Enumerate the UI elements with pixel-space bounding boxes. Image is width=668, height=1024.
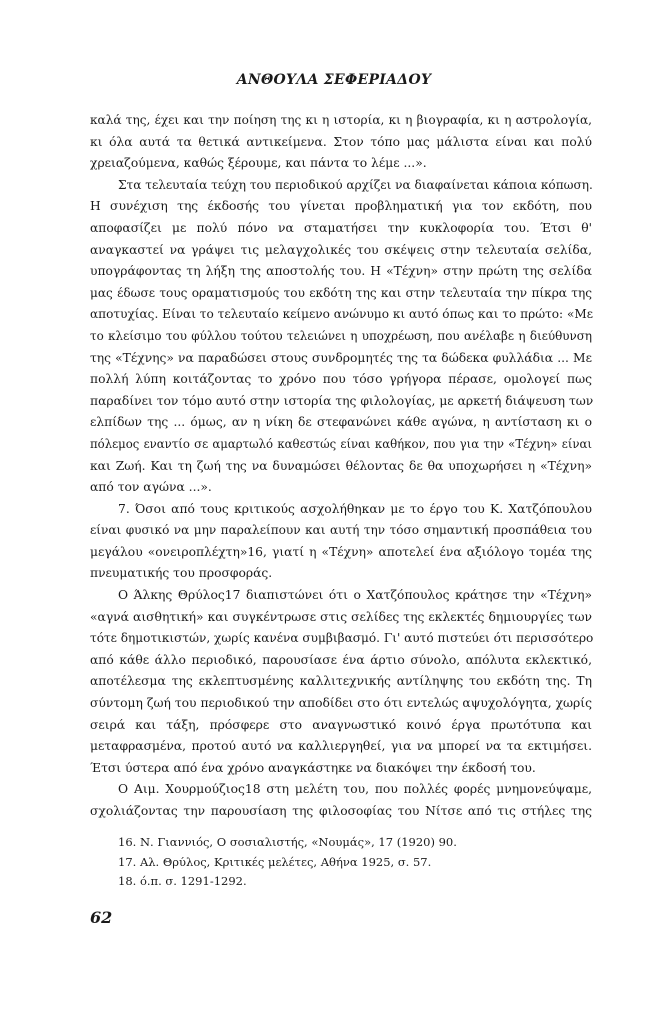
text-line: Η συνέχιση της έκδοσής του γίνεται προβληματική για τον εκδότη, που (90, 199, 592, 214)
page-number: 62 (90, 908, 113, 927)
footnote: 17. Αλ. Θρύλος, Κριτικές μελέτες, Αθήνα 1925, σ. 57. (118, 854, 432, 869)
text-line: υπογράφοντας τη λήξη της αποστολής του. Η «Τέχνη» στην πρώτη της σελίδα (90, 264, 592, 279)
footnote: 16. Ν. Γιαννιός, Ο σοσιαλιστής, «Νουμάς», 17 (1920) 90. (118, 835, 457, 849)
text-line: 7. Όσοι από τους κριτικούς ασχολήθηκαν με το έργο του Κ. Χατζόπουλου (118, 501, 592, 516)
text-line: αποτυχίας. Είναι το τελευταίο κείμενο ανώνυμο κι αυτό όπως και το πρώτο: «Με (90, 307, 594, 322)
text-line: από κάθε άλλο περιοδικό, παρουσίασε ένα άρτιο σύνολο, απόλυτα εκλεκτικό, (90, 652, 592, 667)
text-line: μεταφρασμένα, προτού αυτό να καλλιεργηθεί, για να μπορεί να τα εκτιμήσει. (90, 739, 592, 754)
body-text (90, 110, 592, 823)
text-line: Ο Άλκης Θρύλος17 διαπιστώνει ότι ο Χατζόπουλος κράτησε την «Τέχνη» (118, 588, 592, 603)
text-line: μας έδωσε τους οραματισμούς του εκδότη της και στην τελευταία την πίκρα της (90, 285, 592, 300)
text-line: αποφασίζει με πολύ πόνο να σταματήσει την κυκλοφορία του. Έτσι θ' (90, 220, 592, 235)
text-line: καλά της, έχει και την ποίηση της κι η ιστορία, κι η βιογραφία, κι η αστρολογία, (90, 113, 592, 127)
text-line: «αγνά αισθητική» και συγκέντρωσε στις σελίδες της εκλεκτές δημιουργίες των (90, 609, 592, 624)
text-line: σύντομη ζωή του περιοδικού την αποδίδει στο ότι εντελώς αψυχολόγητα, χωρίς (90, 696, 592, 711)
text-line: Έτσι ύστερα από ένα χρόνο αναγκάστηκε να διακόψει την έκδοσή του. (90, 760, 536, 775)
text-line: της «Τέχνης» να παραδώσει στους συνδρομητές της τα δώδεκα φυλλάδια ... Με (90, 350, 592, 365)
text-line: από τον αγώνα ...». (90, 480, 212, 495)
text-line: σχολιάζοντας την παρουσίαση της φιλοσοφίας του Νίτσε από τις στήλες της (90, 804, 592, 818)
running-head: ΑΝΘΟΥΛΑ ΣΕΦΕΡΙΑΔΟΥ (236, 72, 432, 88)
text-line: είναι φυσικό να μην παραλείπουν και αυτή την τόσο σημαντική προσπάθεια του (90, 523, 592, 538)
text-line: σειρά και τάξη, πρόσφερε στο αναγνωστικό κοινό έργα πρωτότυπα και (90, 717, 592, 732)
text-line: πολλή λύπη κοιτάζοντας το χρόνο που τόσο γρήγορα πέρασε, ομολογεί πως (90, 372, 592, 387)
footnote: 18. ό.π. σ. 1291-1292. (118, 874, 247, 888)
footnotes (118, 833, 578, 892)
text-line: πόλεμος εναντίο σε αμαρτωλό καθεστώς είναι καθήκον, που για την «Τέχνη» είναι (90, 436, 592, 451)
text-line: χρειαζούμενα, καθώς ξέρουμε, και πάντα το λέμε ...». (90, 156, 427, 171)
text-line: Ο Αιμ. Χουρμούζιος18 στη μελέτη του, που πολλές φορές μνημονεύψαμε, (118, 782, 592, 797)
text-line: το κλείσιμο του φύλλου τούτου τελειώνει η υποχρέωση, που ανέλαβε η διεύθυνση (90, 328, 592, 343)
text-line: αποτέλεσμα της εκλεπτυσμένης καλλιτεχνικής αντίληψης του εκδότη της. Τη (90, 674, 592, 689)
text-line: Στα τελευταία τεύχη του περιοδικού αρχίζει να διαφαίνεται κάποια κόπωση. (118, 177, 593, 192)
text-line: πνευματικής του προσφοράς. (90, 566, 273, 581)
text-line: μεγάλου «ονειροπλέχτη»16, γιατί η «Τέχνη» αποτελεί ένα αξιόλογο τομέα της (90, 544, 592, 559)
text-line: ελπίδων της ... όμως, αν η νίκη δε στεφανώνει κάθε αγώνα, η αντίσταση κι ο (90, 415, 592, 430)
text-line: τότε δημοτικιστών, χωρίς κανένα συμβιβασμό. Γι' αυτό πιστεύει ότι περισσότερο (90, 631, 594, 646)
text-line: αναγκαστεί να γράψει τις μελαγχολικές του σκέψεις στην τελευταία σελίδα, (90, 242, 592, 257)
text-line: και Ζωή. Και τη ζωή της να δυναμώσει θέλοντας δε θα υποχωρήσει η «Τέχνη» (90, 458, 592, 473)
text-line: παραδίνει τον τόμο αυτό στην ιστορία της φιλολογίας, με αρκετή διάψευση των (90, 393, 594, 408)
text-line: κι όλα αυτά τα θετικά αντικείμενα. Στον τόπο μας μάλιστα είναι και πολύ (90, 134, 592, 149)
